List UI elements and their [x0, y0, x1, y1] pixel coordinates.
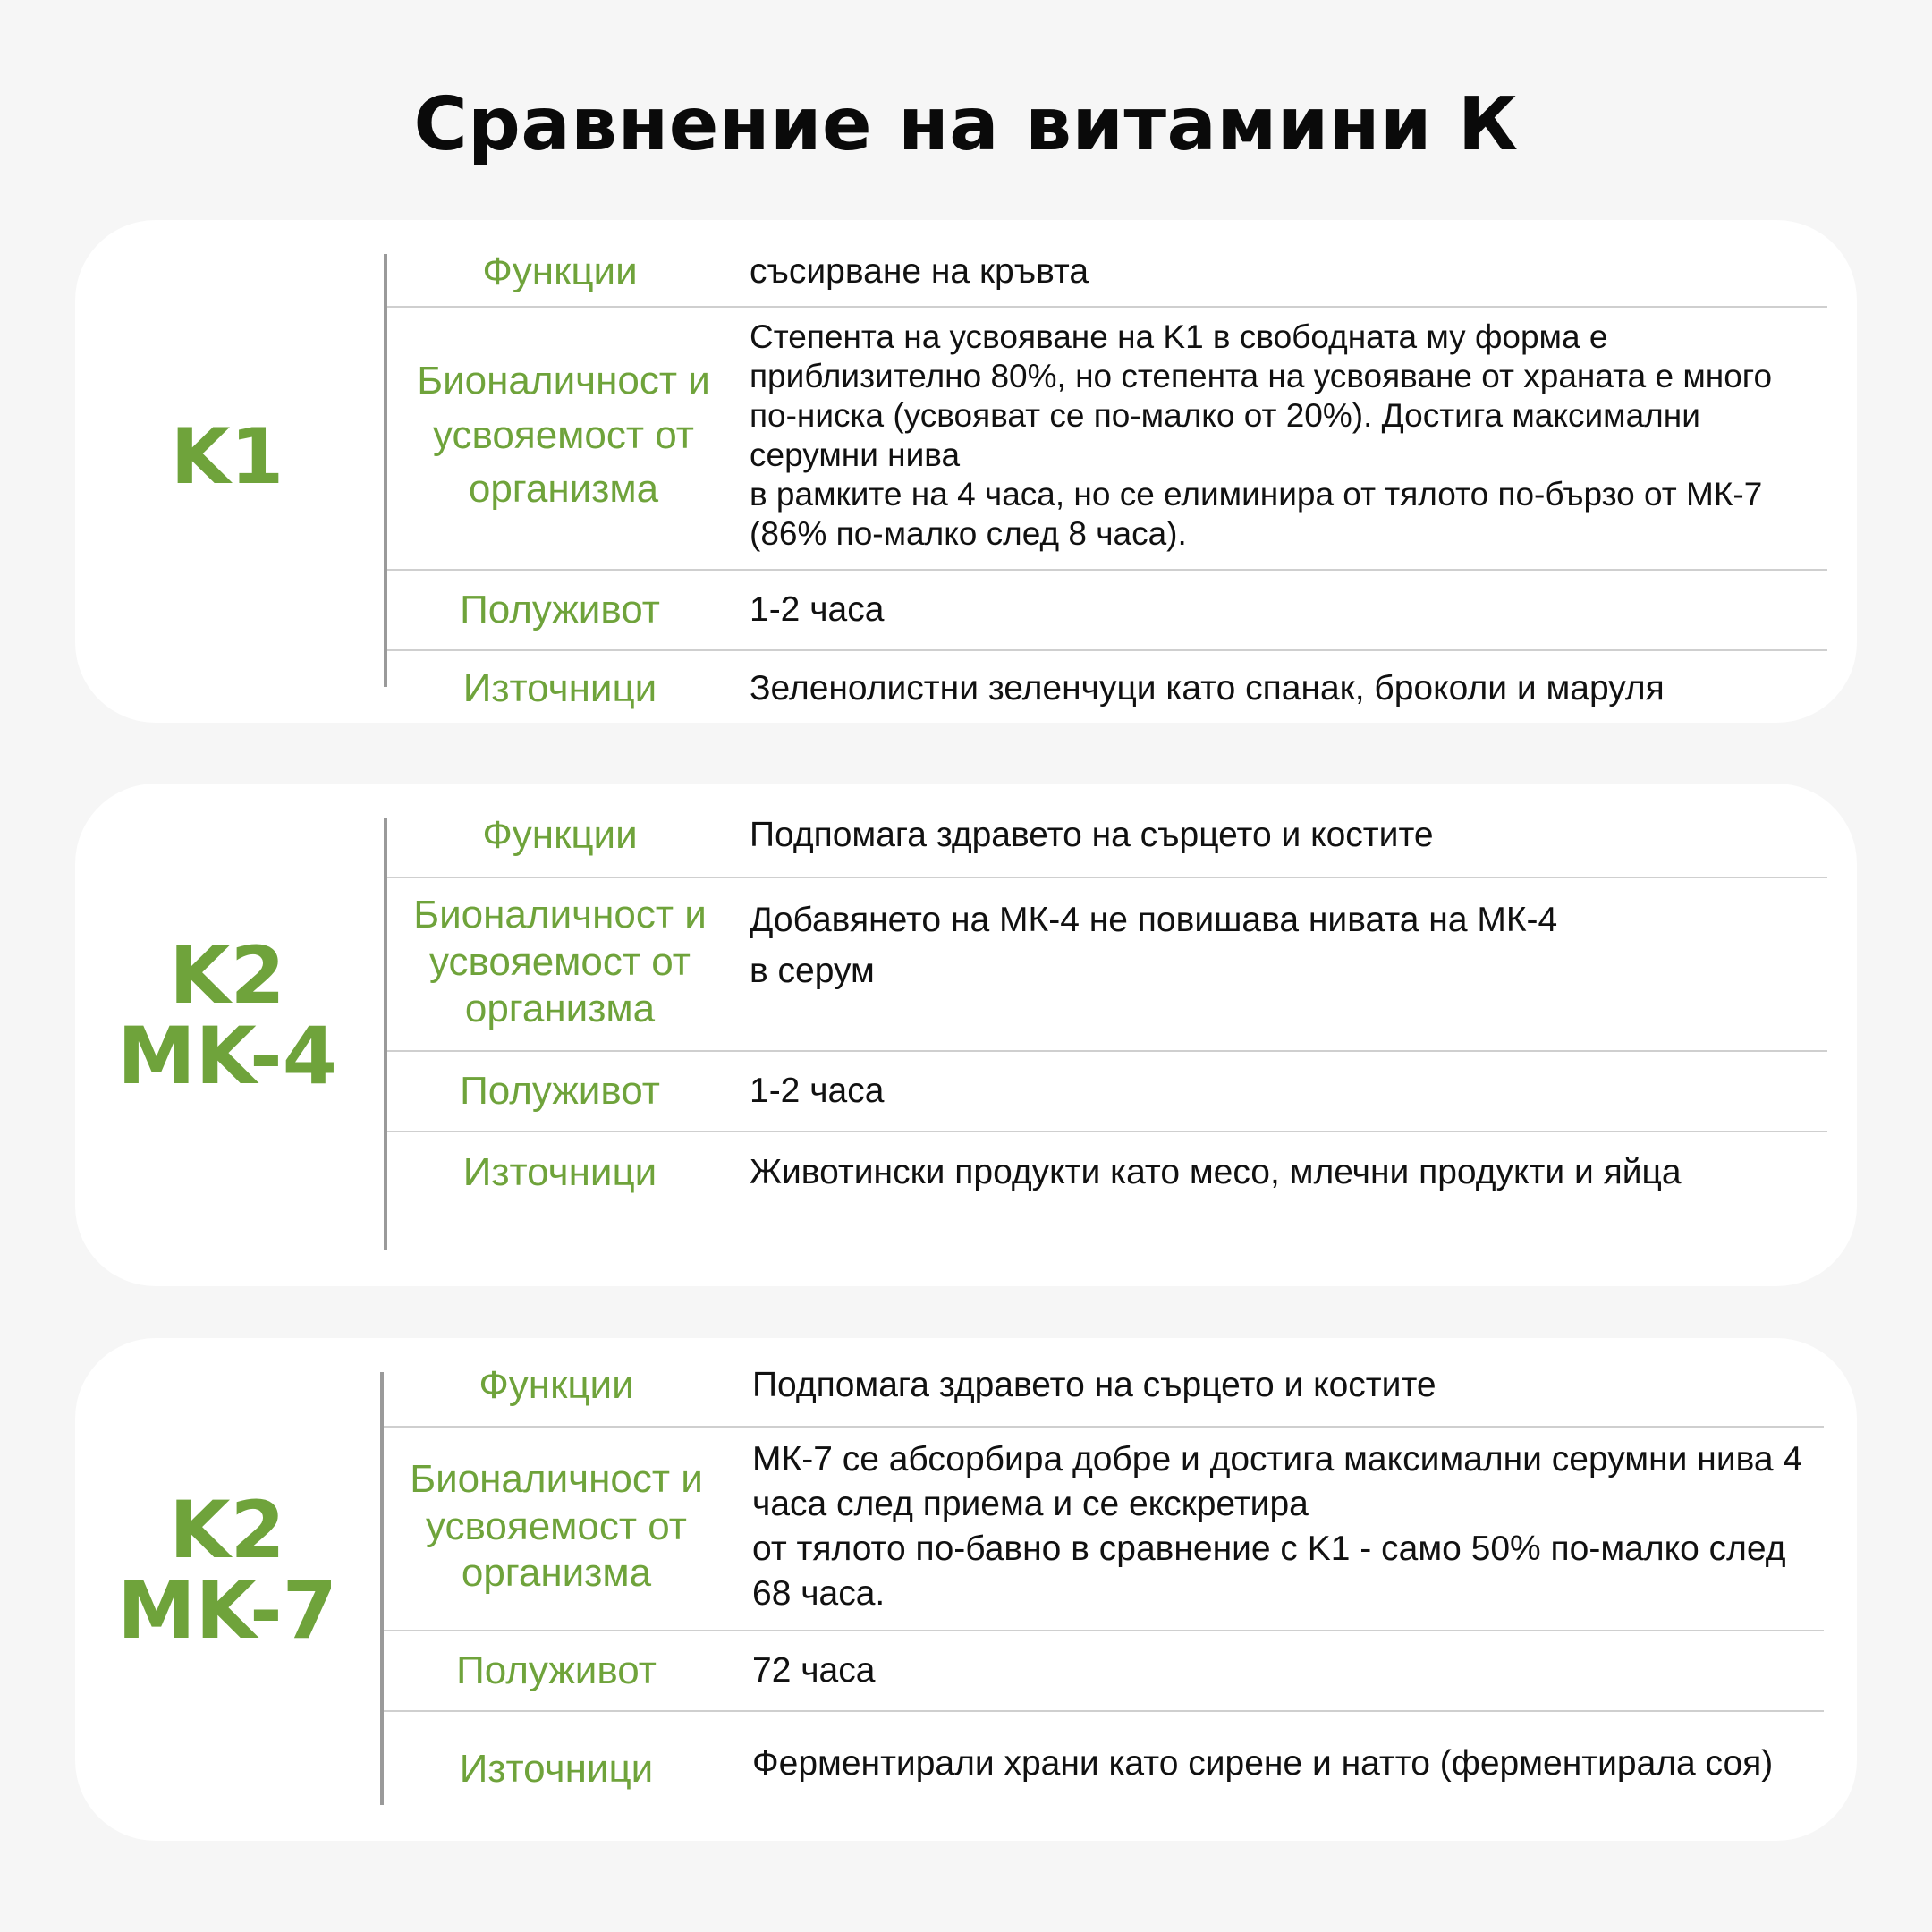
row-value [750, 1054, 1822, 1129]
table-row [387, 574, 1827, 646]
vitamin-label-line: K2 [169, 1484, 285, 1576]
row-key: Бионаличност и усвояемост от организма [413, 892, 707, 1031]
row-divider [387, 1050, 1827, 1052]
row-value-text: Животински продукти като месо, млечни продукти и яйца [750, 1152, 1682, 1191]
row-value-text: 1-2 часа [750, 589, 885, 629]
table-row [387, 655, 1827, 723]
row-value [750, 1134, 1822, 1211]
row-value [752, 1716, 1818, 1823]
table-row [387, 1054, 1827, 1129]
row-value-text: Добавянето на МК-4 не повишава нивата на МК-4 в серум [750, 901, 1558, 990]
vitamin-label-line: MK-4 [117, 1009, 337, 1102]
table-row [387, 1134, 1827, 1211]
row-value [750, 882, 1822, 1043]
row-divider [384, 1426, 1824, 1428]
table-row [387, 882, 1827, 1043]
row-value-text: Зеленолистни зеленчуци като спанак, броколи и маруля [750, 668, 1665, 708]
row-value [752, 1633, 1818, 1708]
vitamin-label [75, 1484, 379, 1657]
row-key: Функции [482, 249, 638, 293]
row-value-text: Степента на усвояване на K1 в свободната му форма е приблизително 80%, но степента на усвояване от храната е много по-ниска (усвояват се по-малко от 20%). Достига максимални серумни нива в рамките на 4 часа, но се елиминира от тялото по-бързо от МК-7 (86% по-малко след 8 часа). [750, 318, 1773, 553]
table-row [387, 238, 1827, 306]
row-divider [387, 306, 1827, 308]
row-value [750, 318, 1822, 553]
table-row [387, 807, 1827, 864]
vitamin-label-line: K1 [170, 412, 284, 502]
row-key: Бионаличност и усвояемост от организма [417, 358, 710, 512]
vitamin-label-line: MK-7 [117, 1563, 337, 1657]
row-value-text: Ферментирали храни като сирене и натто (ферментирала соя) [752, 1743, 1774, 1783]
table-row [387, 318, 1827, 553]
row-value [752, 1356, 1818, 1415]
table-row [384, 1716, 1824, 1823]
row-key: Функции [479, 1362, 634, 1407]
row-key: Източници [462, 1149, 657, 1194]
row-divider [387, 877, 1827, 878]
row-key: Полуживот [460, 1068, 660, 1113]
page-title: Сравнение на витамини К [413, 82, 1519, 167]
row-divider [387, 569, 1827, 571]
row-key: Източници [462, 665, 657, 710]
row-divider [387, 1131, 1827, 1132]
row-value-text: 1-2 часа [750, 1071, 885, 1110]
vitamin-label [75, 929, 379, 1102]
vitamin-card-k2-mk7 [75, 1338, 1857, 1841]
row-value-text: Подпомага здравето на сърцето и костите [750, 815, 1434, 854]
row-divider [384, 1630, 1824, 1631]
vitamin-label [75, 412, 379, 502]
row-value [750, 655, 1822, 723]
table-row [384, 1431, 1824, 1623]
vitamin-label-line: K2 [169, 929, 285, 1021]
row-divider [384, 1710, 1824, 1712]
row-value-text: МК-7 се абсорбира добре и достига максимални серумни нива 4 часа след приема и се екскретира от тялото по-бавно в сравнение с K1 - само 50% по-малко след 68 часа. [752, 1440, 1803, 1613]
table-row [384, 1356, 1824, 1415]
row-key: Източници [459, 1746, 654, 1791]
row-value [750, 807, 1822, 864]
row-value-text: 72 часа [752, 1650, 876, 1690]
row-key: Функции [482, 812, 638, 857]
vitamin-card-k2-mk4 [75, 784, 1857, 1286]
row-value-text: съсирване на кръвта [750, 251, 1089, 291]
row-key: Бионаличност и усвояемост от организма [410, 1456, 703, 1596]
row-value-text: Подпомага здравето на сърцето и костите [752, 1365, 1436, 1404]
table-row [384, 1633, 1824, 1708]
vitamin-card-k1 [75, 220, 1857, 723]
row-key: Полуживот [460, 587, 660, 631]
row-value [750, 574, 1822, 646]
row-value [750, 238, 1822, 306]
row-value [752, 1431, 1818, 1623]
row-key: Полуживот [456, 1648, 657, 1692]
row-divider [387, 649, 1827, 651]
